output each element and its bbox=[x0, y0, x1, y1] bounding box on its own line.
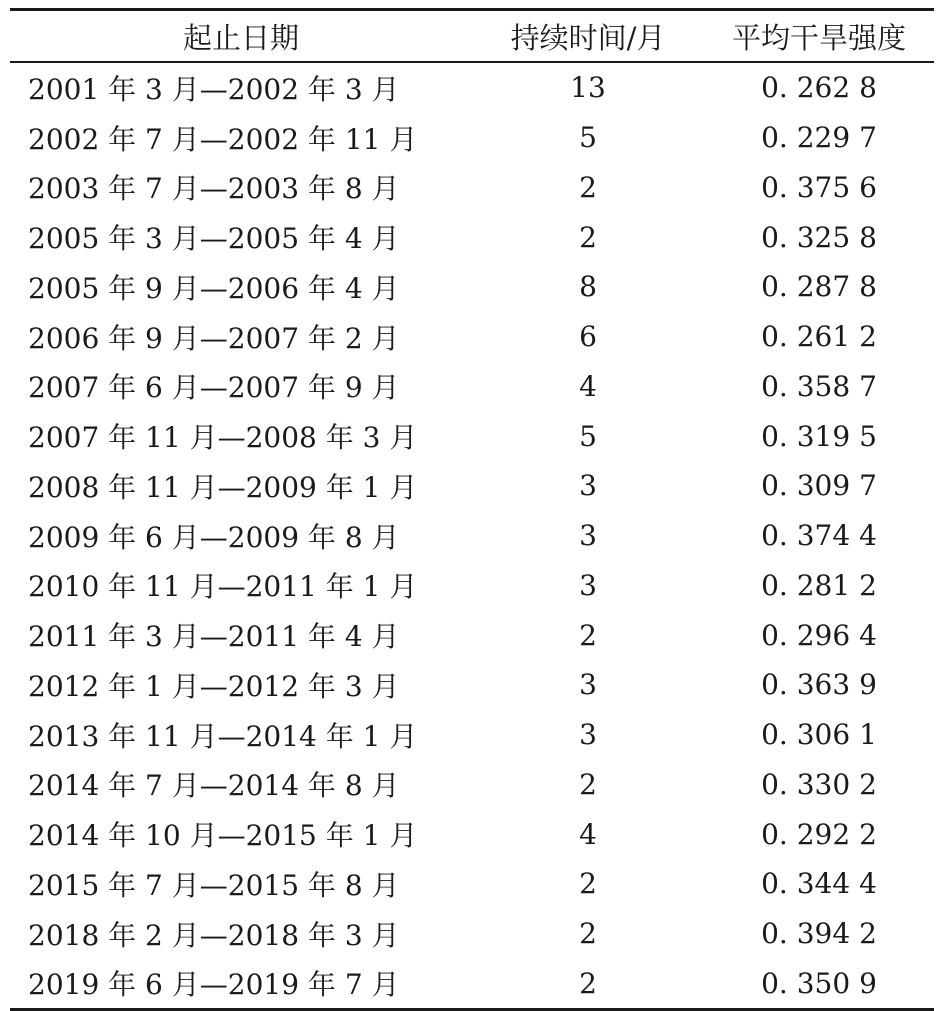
cell-period: 2014 年 7 月—2014 年 8 月 bbox=[28, 769, 400, 803]
cell-intensity: 0. 319 5 bbox=[761, 419, 877, 453]
cell-period: 2011 年 3 月—2011 年 4 月 bbox=[28, 620, 400, 654]
cell-duration: 3 bbox=[579, 718, 597, 752]
table-row bbox=[10, 461, 934, 511]
cell-duration: 2 bbox=[579, 618, 597, 652]
cell-period: 2007 年 6 月—2007 年 9 月 bbox=[28, 371, 400, 405]
header-period: 起止日期 bbox=[182, 20, 299, 55]
cell-period: 2010 年 11 月—2011 年 1 月 bbox=[28, 570, 418, 604]
cell-intensity: 0. 261 2 bbox=[761, 320, 877, 354]
table-row bbox=[10, 959, 934, 1010]
drought-events-table-container bbox=[10, 8, 934, 1011]
table-header bbox=[10, 10, 934, 63]
table-row bbox=[10, 710, 934, 760]
cell-period: 2008 年 11 月—2009 年 1 月 bbox=[28, 470, 418, 504]
header-duration: 持续时间/月 bbox=[510, 20, 666, 55]
table-row bbox=[10, 909, 934, 959]
header-intensity: 平均干旱强度 bbox=[731, 20, 906, 55]
cell-duration: 5 bbox=[579, 419, 597, 453]
cell-period: 2005 年 3 月—2005 年 4 月 bbox=[28, 222, 400, 256]
cell-period: 2014 年 10 月—2015 年 1 月 bbox=[28, 819, 418, 853]
cell-duration: 4 bbox=[579, 817, 597, 851]
table-row bbox=[10, 62, 934, 113]
cell-duration: 2 bbox=[579, 966, 597, 1000]
cell-period: 2007 年 11 月—2008 年 3 月 bbox=[28, 421, 418, 455]
table-row bbox=[10, 760, 934, 810]
cell-period: 2005 年 9 月—2006 年 4 月 bbox=[28, 271, 400, 305]
cell-duration: 3 bbox=[579, 469, 597, 503]
table-row bbox=[10, 809, 934, 859]
table-body bbox=[10, 62, 934, 1010]
cell-duration: 13 bbox=[570, 71, 606, 105]
cell-duration: 3 bbox=[579, 568, 597, 602]
cell-duration: 2 bbox=[579, 917, 597, 951]
cell-intensity: 0. 292 2 bbox=[761, 817, 877, 851]
cell-period: 2009 年 6 月—2009 年 8 月 bbox=[28, 520, 400, 554]
cell-intensity: 0. 262 8 bbox=[761, 71, 877, 105]
cell-duration: 8 bbox=[579, 270, 597, 304]
cell-period: 2002 年 7 月—2002 年 11 月 bbox=[28, 122, 418, 156]
cell-duration: 2 bbox=[579, 220, 597, 254]
cell-intensity: 0. 374 4 bbox=[761, 519, 877, 553]
table-row bbox=[10, 660, 934, 710]
table-row bbox=[10, 362, 934, 412]
cell-duration: 3 bbox=[579, 668, 597, 702]
cell-duration: 3 bbox=[579, 519, 597, 553]
cell-intensity: 0. 229 7 bbox=[761, 121, 877, 155]
cell-duration: 5 bbox=[579, 121, 597, 155]
cell-intensity: 0. 358 7 bbox=[761, 369, 877, 403]
table-row bbox=[10, 561, 934, 611]
cell-intensity: 0. 344 4 bbox=[761, 867, 877, 901]
cell-period: 2012 年 1 月—2012 年 3 月 bbox=[28, 669, 400, 703]
cell-intensity: 0. 375 6 bbox=[761, 170, 877, 204]
cell-intensity: 0. 287 8 bbox=[761, 270, 877, 304]
cell-intensity: 0. 281 2 bbox=[761, 568, 877, 602]
table-row bbox=[10, 212, 934, 262]
cell-intensity: 0. 325 8 bbox=[761, 220, 877, 254]
cell-period: 2006 年 9 月—2007 年 2 月 bbox=[28, 321, 400, 355]
cell-period: 2003 年 7 月—2003 年 8 月 bbox=[28, 172, 400, 206]
cell-duration: 2 bbox=[579, 867, 597, 901]
table-row bbox=[10, 511, 934, 561]
table-row bbox=[10, 859, 934, 909]
table-row bbox=[10, 113, 934, 163]
header-row bbox=[10, 10, 934, 63]
cell-duration: 6 bbox=[579, 320, 597, 354]
cell-duration: 2 bbox=[579, 170, 597, 204]
table-row bbox=[10, 610, 934, 660]
cell-period: 2019 年 6 月—2019 年 7 月 bbox=[28, 968, 400, 1002]
table-row bbox=[10, 262, 934, 312]
table-row bbox=[10, 312, 934, 362]
table-row bbox=[10, 163, 934, 213]
cell-intensity: 0. 296 4 bbox=[761, 618, 877, 652]
cell-duration: 2 bbox=[579, 767, 597, 801]
cell-period: 2001 年 3 月—2002 年 3 月 bbox=[28, 72, 400, 106]
cell-period: 2015 年 7 月—2015 年 8 月 bbox=[28, 868, 400, 902]
cell-intensity: 0. 394 2 bbox=[761, 917, 877, 951]
cell-intensity: 0. 350 9 bbox=[761, 966, 877, 1000]
cell-period: 2018 年 2 月—2018 年 3 月 bbox=[28, 918, 400, 952]
cell-intensity: 0. 363 9 bbox=[761, 668, 877, 702]
cell-period: 2013 年 11 月—2014 年 1 月 bbox=[28, 719, 418, 753]
cell-duration: 4 bbox=[579, 369, 597, 403]
cell-intensity: 0. 306 1 bbox=[761, 718, 877, 752]
cell-intensity: 0. 330 2 bbox=[761, 767, 877, 801]
table-row bbox=[10, 411, 934, 461]
cell-intensity: 0. 309 7 bbox=[761, 469, 877, 503]
drought-events-table bbox=[10, 8, 934, 1011]
